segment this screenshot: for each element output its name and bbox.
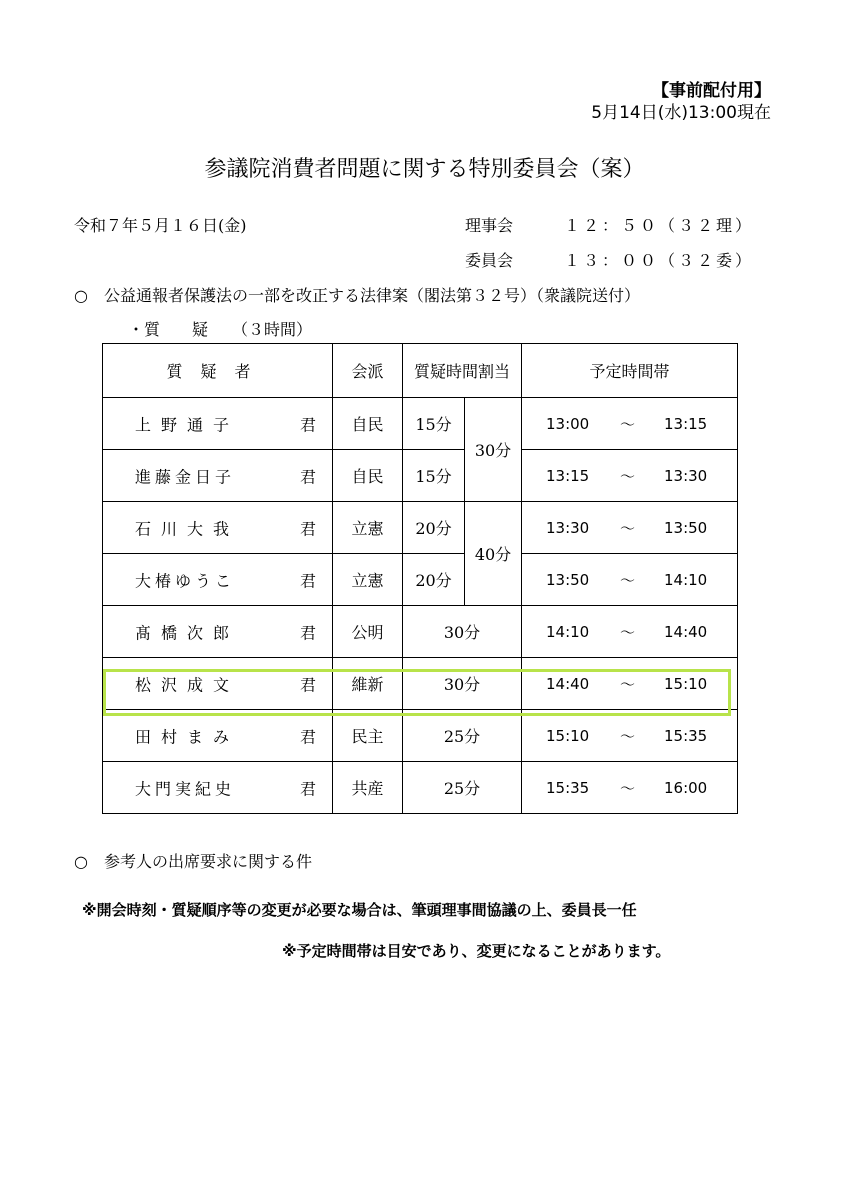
tilde: 〜 [620,779,636,797]
questioner-name: 髙橋次郎 [135,623,240,642]
end-time: 15:10 [664,674,708,693]
tilde: 〜 [620,519,636,537]
questioner-cell [103,502,333,554]
time-slot-cell [522,606,738,658]
end-time: 14:10 [664,570,708,589]
start-time: 14:40 [546,674,590,693]
questioner-cell [103,606,333,658]
time-slot-cell [522,554,738,606]
committee-meeting-time: １３：００（３２委） [564,251,755,270]
meeting-date: 令和７年５月１６日(金) [74,216,247,235]
honorific: 君 [299,779,316,798]
tilde: 〜 [620,727,636,745]
start-time: 13:30 [546,518,590,537]
party-cell: 公明 [333,606,403,658]
start-time: 14:10 [546,622,590,641]
time-slot-cell [522,762,738,814]
time-slot-cell [522,502,738,554]
table-row [103,762,738,814]
individual-time-cell: 15分 [403,398,465,450]
table-row-highlighted [103,658,738,710]
start-time: 13:15 [546,466,590,485]
end-time: 13:30 [664,466,708,485]
table-row [103,554,738,606]
individual-time-cell: 15分 [403,450,465,502]
allocation-cell: 25分 [403,710,522,762]
end-time: 13:50 [664,518,708,537]
end-time: 16:00 [664,778,708,797]
questioner-cell [103,398,333,450]
time-slot-cell [522,398,738,450]
honorific: 君 [299,519,316,538]
tilde: 〜 [620,415,636,433]
party-cell: 立憲 [333,502,403,554]
questioner-cell [103,450,333,502]
party-cell: 民主 [333,710,403,762]
questioner-cell [103,554,333,606]
end-time: 13:15 [664,414,708,433]
note-time-guideline: ※予定時間帯は目安であり、変更になることがあります。 [282,942,671,960]
honorific: 君 [299,623,316,642]
questioner-name: 松沢成文 [135,675,240,694]
tilde: 〜 [620,467,636,485]
questioner-name: 大門実紀史 [135,779,236,798]
table-row [103,450,738,502]
header-party: 会派 [333,344,403,398]
qa-duration-line: ・質 疑 （３時間） [128,320,313,339]
as-of-timestamp: 5月14日(水)13:00現在 [591,103,771,123]
questioner-name: 上野通子 [135,415,240,434]
table-header-row [103,344,738,398]
agenda-item-witness: ○ 参考人の出席要求に関する件 [74,852,312,871]
questioner-name: 石川大我 [135,519,240,538]
honorific: 君 [299,675,316,694]
party-cell: 維新 [333,658,403,710]
tilde: 〜 [620,571,636,589]
individual-time-cell: 20分 [403,502,465,554]
start-time: 13:00 [546,414,590,433]
header-allocation: 質疑時間割当 [403,344,522,398]
directors-meeting-time: １２：５０（３２理） [564,216,755,235]
questioner-name: 大椿ゆうこ [135,571,236,590]
document-title: 参議院消費者問題に関する特別委員会（案） [204,157,645,182]
questioner-cell [103,762,333,814]
pre-distribution-label: 【事前配付用】 [652,81,771,101]
allocation-cell: 25分 [403,762,522,814]
header-schedule: 予定時間帯 [522,344,738,398]
questioning-schedule-table [102,343,738,814]
tilde: 〜 [620,675,636,693]
pair-time-cell: 40分 [465,502,522,606]
questioner-name: 進藤金日子 [135,467,236,486]
start-time: 15:10 [546,726,590,745]
honorific: 君 [299,571,316,590]
note-schedule-change: ※開会時刻・質疑順序等の変更が必要な場合は、筆頭理事間協議の上、委員長一任 [82,901,637,919]
directors-meeting-label: 理事会 [465,216,514,235]
time-slot-cell [522,658,738,710]
party-cell: 自民 [333,450,403,502]
honorific: 君 [299,415,316,434]
party-cell: 自民 [333,398,403,450]
header-questioner: 質疑者 [103,344,333,398]
honorific: 君 [299,727,316,746]
start-time: 13:50 [546,570,590,589]
party-cell: 共産 [333,762,403,814]
table-row [103,710,738,762]
end-time: 14:40 [664,622,708,641]
committee-meeting-label: 委員会 [465,251,514,270]
time-slot-cell [522,450,738,502]
questioner-name: 田村まみ [135,727,240,746]
tilde: 〜 [620,623,636,641]
allocation-cell: 30分 [403,658,522,710]
time-slot-cell [522,710,738,762]
honorific: 君 [299,467,316,486]
pair-time-cell: 30分 [465,398,522,502]
individual-time-cell: 20分 [403,554,465,606]
agenda-item-bill: ○ 公益通報者保護法の一部を改正する法律案（閣法第３２号）（衆議院送付） [74,286,640,305]
questioner-cell [103,710,333,762]
table-row [103,502,738,554]
allocation-cell: 30分 [403,606,522,658]
table-row [103,398,738,450]
party-cell: 立憲 [333,554,403,606]
table-row [103,606,738,658]
end-time: 15:35 [664,726,708,745]
start-time: 15:35 [546,778,590,797]
questioner-cell [103,658,333,710]
